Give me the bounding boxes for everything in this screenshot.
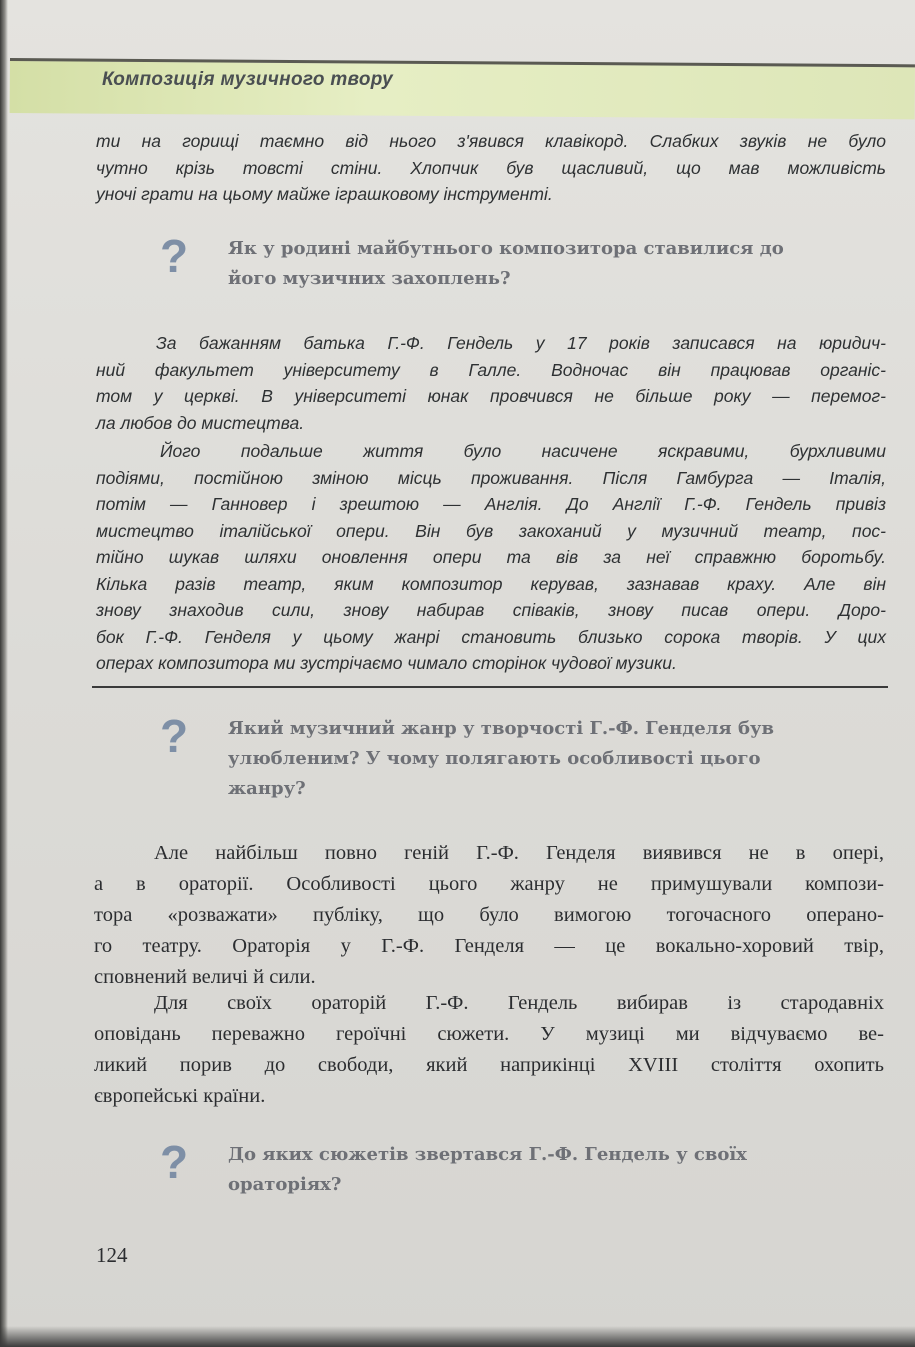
text-line: том у церкві. В університеті юнак провчився не більше року — перемог- xyxy=(96,386,886,406)
question-text xyxy=(228,714,774,804)
question-mark-icon: ? xyxy=(160,230,189,282)
text-line: мистецтво італійської опери. Він був закоханий у музичний театр, пос- xyxy=(96,520,886,541)
text-line: знову знаходив сили, знову набирав співаків, знову писав опери. Доро- xyxy=(96,600,886,620)
text-line: операх композитора ми зустрічаємо чимало сторінок чудової музики. xyxy=(96,653,677,673)
question-block-1 xyxy=(160,230,860,294)
text-line: Його подальше життя було насичене яскравими, бурхливими xyxy=(160,441,886,461)
text-line: го театру. Ораторія у Г.-Ф. Генделя — це вокально-хоровий твір, xyxy=(94,935,884,957)
text-line: ти на горищі таємно від нього з'явився клавікорд. Слабких звуків не було xyxy=(96,131,886,151)
question-text xyxy=(228,1140,747,1200)
text-line: подіями, постійною зміною місць проживання. Після Гамбурга — Італія, xyxy=(96,467,886,488)
text-line: До яких сюжетів звертався Г.-Ф. Гендель у своїх xyxy=(228,1144,747,1165)
text-line: улюбленим? У чому полягають особливості цього xyxy=(228,748,761,769)
text-line: уночі грати на цьому майже іграшковому інструменті. xyxy=(96,184,553,204)
text-line: Як у родині майбутнього композитора ставилися до xyxy=(228,238,784,259)
text-line: оповідань переважно героїчні сюжети. У музиці ми відчуваємо ве- xyxy=(94,1023,884,1045)
question-mark-icon: ? xyxy=(160,1136,189,1188)
paragraph-5 xyxy=(94,988,884,1112)
text-line: ораторіях? xyxy=(228,1174,342,1195)
paragraph-2 xyxy=(96,330,886,436)
paragraph-3 xyxy=(96,438,886,677)
question-text xyxy=(228,234,784,294)
text-line: Кілька разів театр, яким композитор керував, зазнавав краху. Але він xyxy=(96,573,886,594)
text-line: За бажанням батька Г.-Ф. Гендель у 17 років записався на юридич- xyxy=(156,333,886,353)
chapter-title: Композиція музичного твору xyxy=(102,69,393,90)
text-line: Але найбільш повно геній Г.-Ф. Генделя виявився не в опері, xyxy=(154,842,884,864)
text-line: жанру? xyxy=(228,778,306,799)
text-line: чутно крізь товсті стіни. Хлопчик був щасливий, що мав можливість xyxy=(96,157,886,178)
text-line: Який музичний жанр у творчості Г.-Ф. Генделя був xyxy=(228,718,775,739)
paragraph-intro xyxy=(96,128,886,208)
text-line: Для своїх ораторій Г.-Ф. Гендель вибирав із стародавніх xyxy=(154,992,884,1014)
text-line: а в ораторії. Особливості цього жанру не примушували компози- xyxy=(94,873,884,895)
text-line: сповнений величі й сили. xyxy=(94,966,316,988)
text-line: ний факультет університету в Галле. Водночас він працював органіс- xyxy=(96,359,886,380)
question-block-3 xyxy=(160,1136,860,1200)
text-line: ликий порив до свободи, який наприкінці XVIII століття охопить xyxy=(94,1054,884,1076)
page-bottom-shadow xyxy=(0,1326,915,1347)
page-number: 124 xyxy=(96,1243,128,1267)
text-line: тійно шукав шляхи оновлення опери та вів за неї справжню боротьбу. xyxy=(96,547,886,567)
text-line: потім — Ганновер і зрештою — Англія. До Англії Г.-Ф. Гендель привіз xyxy=(96,494,886,514)
question-block-2 xyxy=(160,710,860,804)
paragraph-4 xyxy=(94,838,884,993)
text-line: тора «розважати» публіку, що було вимогою тогочасного операно- xyxy=(94,904,884,926)
text-line: ла любов до мистецтва. xyxy=(96,412,305,433)
text-line: європейські країни. xyxy=(94,1085,266,1107)
section-divider xyxy=(92,686,888,688)
text-line: його музичних захоплень? xyxy=(228,268,511,289)
question-mark-icon: ? xyxy=(160,710,189,762)
text-line: бок Г.-Ф. Генделя у цьому жанрі становить близько сорока творів. У цих xyxy=(96,626,886,647)
page-left-shadow xyxy=(0,0,8,1347)
